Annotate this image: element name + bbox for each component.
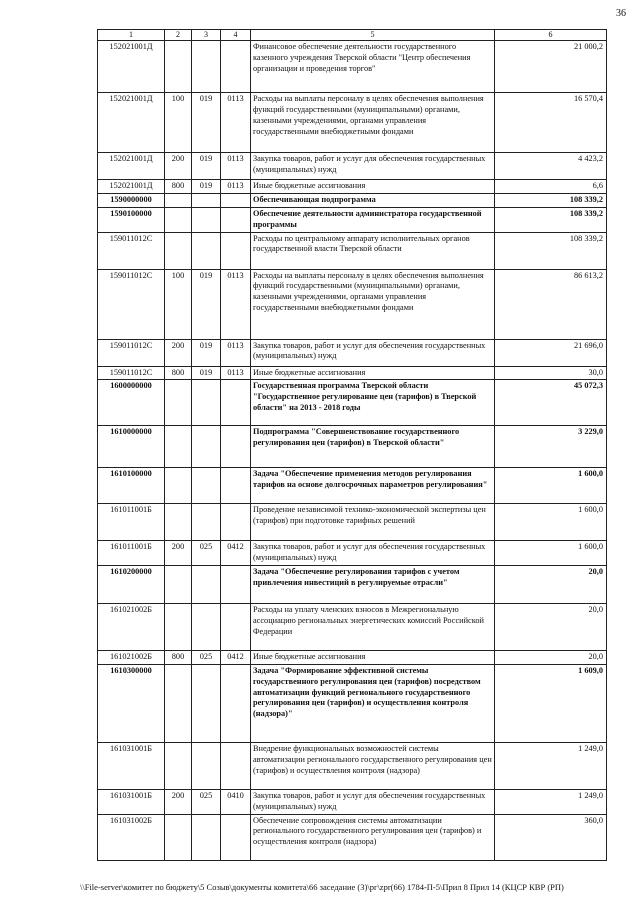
row-code: 159011012С [98, 269, 165, 339]
budget-table-container [97, 29, 606, 861]
row-amount: 21 696,0 [495, 339, 607, 366]
row-amount: 1 600,0 [495, 504, 607, 541]
row-code: 1590100000 [98, 207, 165, 232]
row-name: Иные бюджетные ассигнования [251, 180, 495, 194]
row-amount: 16 570,4 [495, 93, 607, 153]
row-section-code [221, 426, 251, 468]
row-ministry-code: 019 [192, 153, 221, 180]
row-code: 161011001Б [98, 504, 165, 541]
row-expense-type [165, 380, 192, 426]
row-amount: 20,0 [495, 651, 607, 665]
row-amount: 3 229,0 [495, 426, 607, 468]
row-ministry-code [192, 194, 221, 208]
row-amount: 108 339,2 [495, 194, 607, 208]
table-row [98, 743, 607, 790]
row-ministry-code [192, 743, 221, 790]
row-section-code [221, 380, 251, 426]
row-section-code: 0113 [221, 180, 251, 194]
row-section-code [221, 665, 251, 743]
table-row [98, 339, 607, 366]
row-expense-type [165, 504, 192, 541]
header-col-6: 6 [495, 30, 607, 41]
row-section-code: 0113 [221, 339, 251, 366]
row-section-code [221, 232, 251, 269]
row-name: Расходы по центральному аппарату исполнительных органов государственной власти Тверской области [251, 232, 495, 269]
row-amount: 20,0 [495, 604, 607, 651]
row-ministry-code [192, 665, 221, 743]
row-name: Задача "Формирование эффективной системы государственного регулирования цен (тарифов) посредством автоматизации функций регионального государственного регулирования цен (тарифов) и осуществления контроля (надзора)" [251, 665, 495, 743]
row-section-code: 0113 [221, 269, 251, 339]
row-code: 161021002Б [98, 604, 165, 651]
row-expense-type [165, 232, 192, 269]
row-expense-type: 200 [165, 153, 192, 180]
table-row [98, 604, 607, 651]
row-ministry-code [192, 380, 221, 426]
row-amount: 1 609,0 [495, 665, 607, 743]
row-expense-type [165, 566, 192, 604]
row-amount: 1 249,0 [495, 743, 607, 790]
row-code: 152021001Д [98, 41, 165, 93]
row-expense-type: 100 [165, 269, 192, 339]
table-row [98, 93, 607, 153]
row-section-code [221, 814, 251, 860]
row-code: 161021002Б [98, 651, 165, 665]
row-name: Закупка товаров, работ и услуг для обеспечения государственных (муниципальных) нужд [251, 153, 495, 180]
footer-file-path: \\File-server\комитет по бюджету\5 Созыв\документы комитета\66 заседание (3)\рг\zpr(66) 1784-П-5\Прил 8 Прил 14 (КЦСР КВР (РП) [80, 882, 564, 892]
row-expense-type [165, 426, 192, 468]
row-section-code [221, 504, 251, 541]
row-section-code: 0410 [221, 790, 251, 815]
header-col-3: 3 [192, 30, 221, 41]
table-row [98, 814, 607, 860]
table-row [98, 504, 607, 541]
row-ministry-code [192, 232, 221, 269]
row-name: Иные бюджетные ассигнования [251, 651, 495, 665]
table-body [98, 41, 607, 860]
row-amount: 45 072,3 [495, 380, 607, 426]
row-amount: 86 613,2 [495, 269, 607, 339]
row-section-code [221, 207, 251, 232]
row-expense-type: 800 [165, 180, 192, 194]
row-amount: 1 600,0 [495, 541, 607, 566]
row-name: Расходы на выплаты персоналу в целях обеспечения выполнения функций государственными (муниципальными) органами, казенными учреждениями, органами управления государственными внебюджетными фондами [251, 93, 495, 153]
row-name: Подпрограмма "Совершенствование государственного регулирования цен (тарифов) в Тверской области" [251, 426, 495, 468]
row-amount: 360,0 [495, 814, 607, 860]
row-name: Расходы на уплату членских взносов в Межрегиональную ассоциацию региональных энергетических комиссий Российской Федерации [251, 604, 495, 651]
table-row [98, 366, 607, 380]
row-code: 152021001Д [98, 153, 165, 180]
row-ministry-code: 019 [192, 269, 221, 339]
header-row [98, 30, 607, 41]
row-name: Обеспечение сопровождения системы автоматизации регионального государственного регулирования цен (тарифов) и осуществления контроля (надзора) [251, 814, 495, 860]
table-row [98, 790, 607, 815]
row-amount: 30,0 [495, 366, 607, 380]
table-row [98, 41, 607, 93]
row-expense-type: 200 [165, 541, 192, 566]
header-col-5: 5 [251, 30, 495, 41]
row-code: 1610000000 [98, 426, 165, 468]
table-row [98, 468, 607, 504]
row-name: Внедрение функциональных возможностей системы автоматизации регионального государственного регулирования цен (тарифов) и осуществления контроля (надзора) [251, 743, 495, 790]
table-row [98, 207, 607, 232]
row-section-code [221, 566, 251, 604]
row-ministry-code [192, 604, 221, 651]
row-ministry-code: 025 [192, 790, 221, 815]
row-code: 1610100000 [98, 468, 165, 504]
row-ministry-code: 019 [192, 93, 221, 153]
row-ministry-code: 025 [192, 651, 221, 665]
row-ministry-code [192, 207, 221, 232]
row-name: Задача "Обеспечение регулирования тарифов с учетом привлечения инвестиций в регулируемые отрасли" [251, 566, 495, 604]
header-col-2: 2 [165, 30, 192, 41]
row-code: 159011012С [98, 366, 165, 380]
row-section-code: 0113 [221, 93, 251, 153]
table-row [98, 380, 607, 426]
row-name: Закупка товаров, работ и услуг для обеспечения государственных (муниципальных) нужд [251, 541, 495, 566]
header-col-1: 1 [98, 30, 165, 41]
row-ministry-code: 019 [192, 180, 221, 194]
row-ministry-code [192, 468, 221, 504]
table-row [98, 269, 607, 339]
header-col-4: 4 [221, 30, 251, 41]
row-ministry-code [192, 41, 221, 93]
row-amount: 108 339,2 [495, 232, 607, 269]
page-number: 36 [616, 8, 626, 19]
row-expense-type [165, 604, 192, 651]
row-name: Задача "Обеспечение применения методов регулирования тарифов на основе долгосрочных параметров регулирования" [251, 468, 495, 504]
row-code: 1610200000 [98, 566, 165, 604]
row-amount: 6,6 [495, 180, 607, 194]
row-name: Обеспечение деятельности администратора государственной программы [251, 207, 495, 232]
row-code: 161031001Б [98, 790, 165, 815]
row-expense-type: 800 [165, 651, 192, 665]
budget-table [97, 29, 607, 861]
row-expense-type: 200 [165, 339, 192, 366]
row-amount: 21 000,2 [495, 41, 607, 93]
table-row [98, 651, 607, 665]
row-expense-type [165, 743, 192, 790]
row-name: Закупка товаров, работ и услуг для обеспечения государственных (муниципальных) нужд [251, 790, 495, 815]
row-expense-type [165, 207, 192, 232]
row-section-code: 0412 [221, 541, 251, 566]
row-section-code [221, 468, 251, 504]
row-code: 1610300000 [98, 665, 165, 743]
row-name: Обеспечивающая подпрограмма [251, 194, 495, 208]
row-amount: 1 249,0 [495, 790, 607, 815]
table-row [98, 566, 607, 604]
row-section-code [221, 194, 251, 208]
row-ministry-code [192, 814, 221, 860]
row-expense-type [165, 665, 192, 743]
row-ministry-code: 019 [192, 366, 221, 380]
row-expense-type [165, 814, 192, 860]
row-section-code: 0113 [221, 153, 251, 180]
table-row [98, 665, 607, 743]
row-ministry-code [192, 566, 221, 604]
table-row [98, 194, 607, 208]
row-code: 161011001Б [98, 541, 165, 566]
row-name: Иные бюджетные ассигнования [251, 366, 495, 380]
table-row [98, 153, 607, 180]
row-name: Государственная программа Тверской области "Государственное регулирование цен (тарифов) в Тверской области" на 2013 - 2018 годы [251, 380, 495, 426]
row-ministry-code [192, 426, 221, 468]
row-code: 159011012С [98, 232, 165, 269]
row-section-code: 0412 [221, 651, 251, 665]
row-expense-type: 100 [165, 93, 192, 153]
row-ministry-code: 025 [192, 541, 221, 566]
row-expense-type [165, 41, 192, 93]
row-section-code [221, 743, 251, 790]
row-expense-type: 200 [165, 790, 192, 815]
row-code: 152021001Д [98, 93, 165, 153]
row-name: Расходы на выплаты персоналу в целях обеспечения выполнения функций государственными (муниципальными) органами, казенными учреждениями, органами управления государственными внебюджетными фондами [251, 269, 495, 339]
table-row [98, 180, 607, 194]
row-code: 161031002Б [98, 814, 165, 860]
table-row [98, 426, 607, 468]
row-expense-type [165, 194, 192, 208]
row-code: 1600000000 [98, 380, 165, 426]
row-amount: 4 423,2 [495, 153, 607, 180]
row-name: Финансовое обеспечение деятельности государственного казенного учреждения Тверской области "Центр обеспечения организации и проведения торгов" [251, 41, 495, 93]
table-row [98, 232, 607, 269]
row-section-code [221, 41, 251, 93]
row-ministry-code [192, 504, 221, 541]
row-amount: 1 600,0 [495, 468, 607, 504]
row-code: 159011012С [98, 339, 165, 366]
row-code: 1590000000 [98, 194, 165, 208]
row-expense-type: 800 [165, 366, 192, 380]
row-expense-type [165, 468, 192, 504]
row-amount: 20,0 [495, 566, 607, 604]
row-name: Закупка товаров, работ и услуг для обеспечения государственных (муниципальных) нужд [251, 339, 495, 366]
row-ministry-code: 019 [192, 339, 221, 366]
row-amount: 108 339,2 [495, 207, 607, 232]
row-code: 161031001Б [98, 743, 165, 790]
row-code: 152021001Д [98, 180, 165, 194]
row-name: Проведение независимой технико-экономической экспертизы цен (тарифов) при подготовке тарифных решений [251, 504, 495, 541]
table-row [98, 541, 607, 566]
row-section-code [221, 604, 251, 651]
row-section-code: 0113 [221, 366, 251, 380]
